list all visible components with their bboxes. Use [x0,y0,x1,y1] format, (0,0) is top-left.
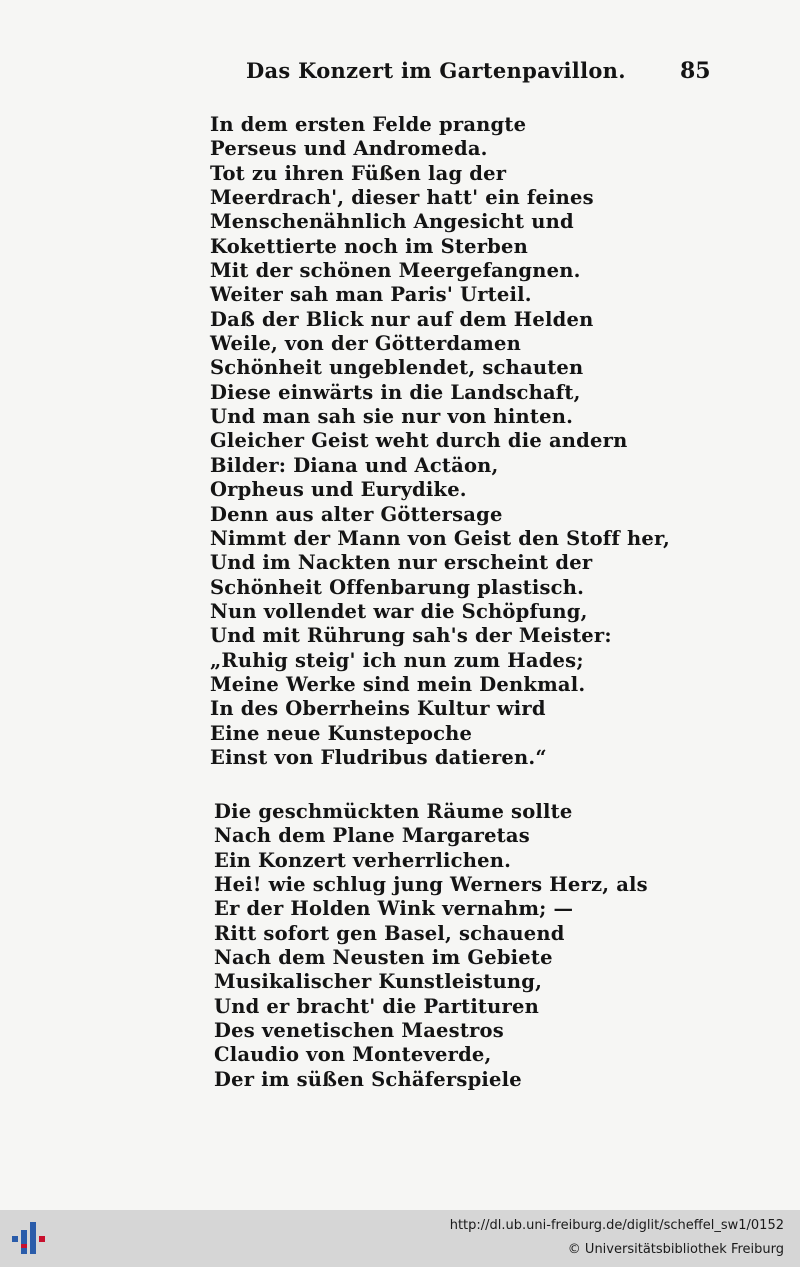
verse-line: Und man sah sie nur von hinten. [210,405,574,429]
verse-line: Nach dem Neusten im Gebiete [214,946,553,970]
verse-line: Meerdrach', dieser hatt' ein feines [210,186,594,210]
verse-line: Claudio von Monteverde, [214,1043,492,1067]
verse-line: Nimmt der Mann von Geist den Stoff her, [210,526,671,550]
page-number: 85 [680,58,711,84]
verse-line: Ritt sofort gen Basel, schauend [214,921,565,945]
verse-line: Daß der Blick nur auf dem Helden [210,307,594,331]
verse-line: Und er bracht' die Partituren [214,994,539,1018]
verse-line: Mit der schönen Meergefangnen. [210,259,581,283]
verse-line: In des Oberrheins Kultur wird [210,697,546,721]
verse-line: Und im Nackten nur erscheint der [210,551,593,575]
verse-line: Und mit Rührung sah's der Meister: [210,624,612,648]
verse-line: Die geschmückten Räume sollte [214,800,573,823]
verse-line: Gleicher Geist weht durch die andern [210,429,628,453]
verse-line: Bilder: Diana und Actäon, [210,453,499,477]
verse-stanza-2 [214,800,648,1092]
verse-line: Nach dem Plane Margaretas [214,824,530,848]
verse-line: Denn aus alter Göttersage [210,502,503,526]
verse-line: Nun vollendet war die Schöpfung, [210,599,588,623]
verse-line: Weile, von der Götterdamen [210,332,521,356]
verse-line: Eine neue Kunstepoche [210,721,473,745]
verse-line: Ein Konzert verherrlichen. [214,848,512,872]
verse-line: Menschenähnlich Angesicht und [210,210,574,234]
verse-line: Tot zu ihren Füßen lag der [210,161,507,185]
verse-line: Meine Werke sind mein Denkmal. [210,672,586,696]
verse-line: Hei! wie schlug jung Werners Herz, als [214,873,648,897]
verse-line: Kokettierte noch im Sterben [210,234,528,258]
verse-line: Schönheit ungeblendet, schauten [210,356,584,380]
verse-line: In dem ersten Felde prangte [210,113,527,136]
verse-line: Des venetischen Maestros [214,1019,504,1043]
verse-line: Musikalischer Kunstleistung, [214,970,543,994]
source-url-link[interactable]: http://dl.ub.uni-freiburg.de/diglit/scheffel_sw1/0152 [449,1218,784,1233]
verse-line: Er der Holden Wink vernahm; — [214,897,574,921]
verse-line: Schönheit Offenbarung plastisch. [210,575,585,599]
verse-line: Perseus und Andromeda. [210,137,488,161]
verse-line: Orpheus und Eurydike. [210,478,467,502]
verse-line: Weiter sah man Paris' Urteil. [210,283,532,307]
copyright-notice: © Universitätsbibliothek Freiburg [567,1242,784,1257]
verse-line: Einst von Fludribus datieren.“ [210,745,547,769]
running-title: Das Konzert im Gartenpavillon. [246,58,626,83]
verse-line: „Ruhig steig' ich nun zum Hades; [210,648,584,672]
viewer-footer [0,1210,800,1267]
verse-line: Diese einwärts in die Landschaft, [210,380,581,404]
verse-line: Der im süßen Schäferspiele [214,1067,522,1091]
ub-freiburg-logo-icon[interactable] [10,1218,52,1260]
page-header [0,58,800,92]
verse-stanza-1 [210,113,670,770]
